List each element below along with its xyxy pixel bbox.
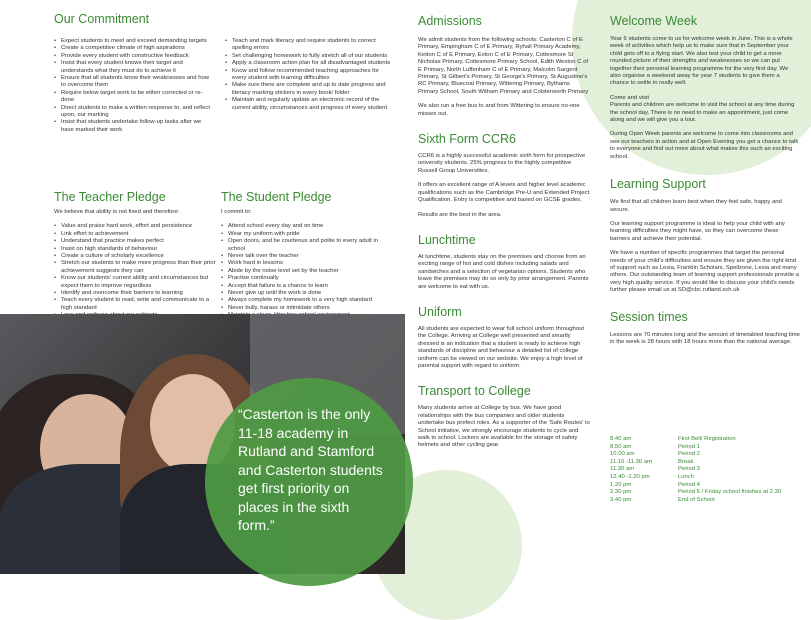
commitment-left-item: • Insist that every student knows their target and understands what they must do to achieve it [54,60,214,75]
student-pledge-item: • Never give up until the work is done [221,290,396,297]
teacher-pledge-section [54,190,219,320]
commitment-section [54,12,394,26]
learning-support-text-1: We find that all children learn best when they feel safe, happy and secure. [610,199,782,213]
commitment-right-item: • Know and follow recommended teaching approaches for every student with learning difficulties [225,68,395,83]
session-times-intro: Lessons are 70 minutes long and the amount of timetabled teaching time in the week is 28 hours with 18 hours more than the national average. [610,331,800,345]
student-pledge-item: • Accept that failure is a chance to learn [221,283,396,290]
welcome-week-text-1: Year 6 students come to us for welcome week in June. This is a whole week of activities which help us to make sure that in September your child gets off to a flying start. We also test your child to get a more rounded picture of their strengths and weaknesses so we can put together their personal learning programme for the very first day. We also organise a weekend away for year 7 students to give them a chance to settle in really well. [610,36,793,87]
session-row [610,466,800,474]
session-row [610,436,800,444]
commitment-left-item: • Insist that students undertake follow-up tasks after we have marked their work [54,119,214,134]
student-pledge-item: • Never talk over the teacher [221,253,396,260]
session-label: Lunch [678,473,695,480]
session-row [610,482,800,490]
session-time: 11.10 -11.30 am [610,458,653,465]
student-pledge-item: • Attend school every day and on time [221,223,396,230]
student-pledge-title: The Student Pledge [221,190,332,204]
transport-title: Transport to College [418,384,531,399]
welcome-week-title: Welcome Week [610,14,698,28]
teacher-pledge-item: • Stretch our students to make more progress than their prior achievement suggests they can [54,260,219,275]
session-row [610,474,800,482]
session-time: 10.00 am [610,451,635,458]
teacher-pledge-item: • Create a culture of scholarly excellence [54,253,219,260]
session-row [610,451,800,459]
session-times-title: Session times [610,309,688,324]
session-row [610,459,800,467]
uniform-text: All students are expected to wear full school uniform throughout the College. Arriving at College well presented and smartly dressed is an indication that a student is ready to achieve high standards of discipline and behaviour a detailed list of college uniform can be viewed on our website. We enjoy a high level of parental support with regard to uniform. [418,325,585,369]
commitment-right-item: • Maintain and regularly update an electronic record of the current ability, circumstances and progress of every student [225,97,395,112]
commitment-right-item: • Teach and mark literacy and require students to correct spelling errors [225,38,395,53]
lunchtime-title: Lunchtime [418,232,476,247]
session-time: 12.40 -1.20 pm [610,473,650,480]
student-pledge-item: • Abide by the noise level set by the teacher [221,268,396,275]
come-and-visit-label: Come and visit [610,94,649,101]
teacher-pledge-item: • Know our students' current ability and circumstances but expect them to improve regardless [54,275,219,290]
session-label: End of School [678,496,715,503]
session-label: Period 5 / Friday school finishes at 2.30 [678,489,782,496]
teacher-pledge-item: • Understand that practice makes perfect [54,238,219,245]
session-row [610,444,800,452]
admissions-text: We admit students from the following schools: Casterton C of E Primary, Empingham C of E Primary, Ryhall Primary Academy, Ketton C of E Primary, Exton C of E Primary, Cottesmore St Nicholas Primary, Cottesmore Primary School, Edith Weston C of E Primary, North Luffenham C of E Primary, Malcolm Sargent Primary, St Gilbert's Primary, St George's Primary, St Augustine's RC Primary, Bluecoat Primary, Wittering Primary, Bythams Primary School, South Witham Primary and Colsterworth Primary [418,37,589,95]
student-pledge-intro: I commit to: [221,209,252,215]
session-row [610,489,800,497]
student-pledge-item: • Practise continually [221,275,396,282]
session-label: First Bell/ Registration [678,436,736,442]
commitment-list-left [54,38,214,134]
commitment-list-right [225,38,395,112]
teacher-pledge-title: The Teacher Pledge [54,190,166,204]
commitment-left-item: • Ensure that all students know their weaknesses and how to overcome them [54,75,214,90]
session-time: 11.30 am [610,466,635,473]
student-pledge-item: • Work hard in lessons [221,260,396,267]
student-pledge-item: • Always complete my homework to a very high standard [221,297,396,304]
learning-support-text-2: Our learning support programme is ideal to help your child with any learning difficulties they might have, so they can overcome these barriers and achieve their potential. [610,220,785,242]
right-column [610,14,800,346]
student-pledge-section [221,190,396,320]
session-times-table [610,436,800,504]
learning-support-title: Learning Support [610,177,706,192]
welcome-week-text-3: During Open Week parents are welcome to come into classrooms and see our teachers in action and at Open Evening you get a chance to talk to everyone and find out more about what makes this such an exciting school. [610,131,799,160]
student-pledge-list [221,223,396,319]
session-time: 2.30 pm [610,489,632,496]
quote-text: “Casterton is the only 11-18 academy in Rutland and Stamford and Casterton students get first priority on places in the sixth form.” [238,406,383,533]
commitment-title: Our Commitment [54,12,150,26]
session-time: 8.40 am [610,436,632,442]
transport-text: Many students arrive at College by bus. We have good relationships with the bus companies and older students undertake bus prefect roles. As a supporter of the 'Safe Routes' to School initiative, we strongly encourage students to cycle and walk to school. Lockers are available for the storage of safety helmets and other cycling gear. [418,405,590,449]
commitment-left-item: • Provide every student with constructive feedback [54,53,214,60]
teacher-pledge-item: • Value and praise hard work, effort and persistence [54,223,219,230]
lunchtime-text: At lunchtime, students stay on the premises and choose from an exciting range of hot and cold dishes including salads and sandwiches and a selection of vegetarian options. Students who leave the premises may do so only by prior arrangement. Parents are welcome to eat with us. [418,253,589,290]
learning-support-text-3: We have a number of specific programmes that target the personal needs of your child's difficulties and ensure they are given the right kind of support such as Lexia, Franklin Scholars, Spellzone, Lexia and many others. Our outstanding team of learning support professionals provide a very high quality service. If you would like to discuss your child's needs further please email us at SD@cbc.rutland.sch.uk [610,250,799,294]
session-row [610,497,800,505]
sixth-form-text-3: Results are the best in the area. [418,211,502,218]
commitment-right-item: • Set challenging homework to fully stretch all of our students [225,53,395,60]
teacher-pledge-item: • Identify and overcome their barriers to learning [54,290,219,297]
welcome-week-text-2: Parents and children are welcome to visit the school at any time during the school day. There is no need to make an appointment, just come along and we will give you a tour. [610,102,795,124]
admissions-title: Admissions [418,14,482,28]
commitment-right-item: • Apply a classroom action plan for all disadvantaged students [225,60,395,67]
sixth-form-text-1: CCR6 is a highly successful academic sixth form for prospective university students. 25% progress to the highly competitive Russell Group Universities. [418,153,586,174]
teacher-pledge-item: • Link effort to achievement [54,231,219,238]
commitment-left-item: • Expect students to meet and exceed demanding targets [54,38,214,45]
student-pledge-item: • Never bully, harass or intimidate others [221,305,396,312]
session-label: Period 4 [678,481,700,488]
admissions-bus-text: We also run a free bus to and from Wittering to ensure no-one misses out. [418,103,580,117]
session-time: 1.20 pm [610,481,632,488]
session-label: Period 2 [678,451,700,458]
commitment-right-item: • Make sure there are complete and up to date progress and literacy marking stickers in every book/ folder [225,82,395,97]
session-time: 8.50 am [610,443,632,450]
student-pledge-item: • Wear my uniform with pride [221,231,396,238]
middle-column [418,14,590,450]
session-label: Period 3 [678,466,700,473]
teacher-pledge-list [54,223,219,319]
commitment-left-item: • Direct students to make a written response to, and reflect upon, our marking [54,105,214,120]
session-label: Break [678,458,694,465]
teacher-pledge-intro: We believe that ability is not fixed and therefore: [54,209,180,215]
session-label: Period 1 [678,443,700,450]
uniform-title: Uniform [418,304,462,319]
sixth-form-title: Sixth Form CCR6 [418,132,516,147]
sixth-form-text-2: It offers an excellent range of A levels and higher level academic qualifications such as the Cambridge Pre-U and Extended Project Qualification. Entry is competitive and based on GCSE grades. [418,182,590,204]
commitment-left-item: • Require below target work to be either corrected or re-done [54,90,214,105]
teacher-pledge-item: • Insist on high standards of behaviour [54,246,219,253]
student-pledge-item: • Open doors, and be courteous and polite to every adult in school [221,238,396,253]
session-time: 3.40 pm [610,496,632,503]
teacher-pledge-item: • Teach every student to read, write and communicate to a high standard [54,297,219,312]
commitment-left-item: • Create a competitive climate of high aspirations [54,45,214,52]
